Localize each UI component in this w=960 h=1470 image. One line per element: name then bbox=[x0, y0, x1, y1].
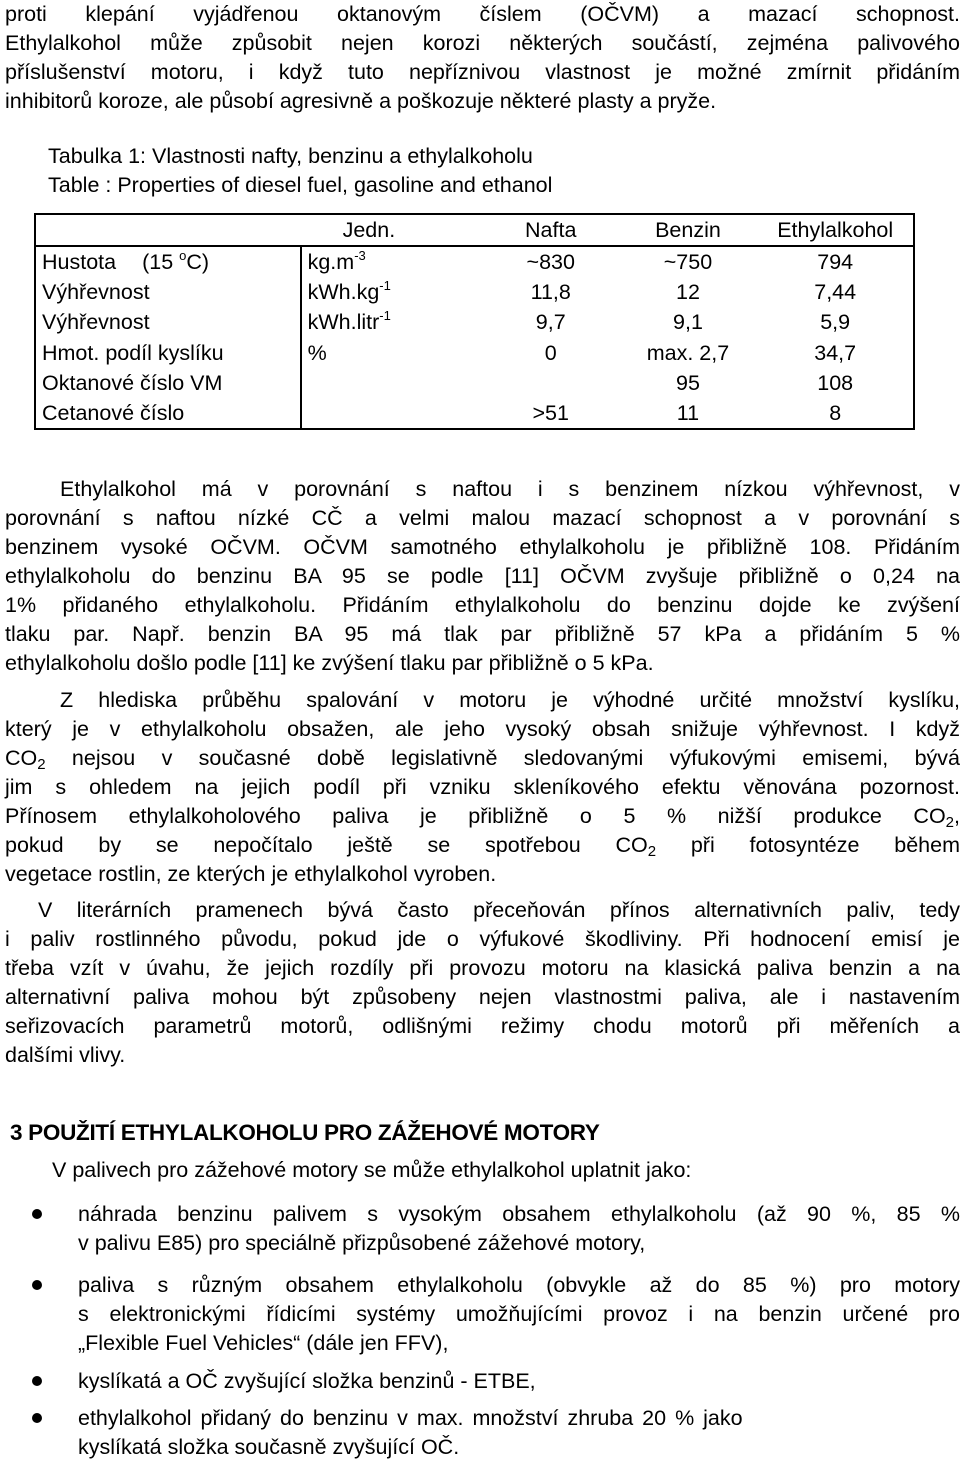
table-cell-value: 9,1 bbox=[673, 310, 703, 335]
paragraph-line: Přínosem ethylalkoholového paliva je přibližně o 5 % nižší produkce $CO_2$, bbox=[5, 804, 960, 831]
paragraph-line: Ethylalkohol má v porovnání s naftou i s benzinem nízkou výhřevnost, v bbox=[60, 477, 960, 501]
table-cell-unit: $kg.m^{-3}$ bbox=[301, 246, 483, 277]
list-item-line: s elektronickými řídicími systémy umožňujícími provoz i na benzin určené pro bbox=[78, 1302, 960, 1326]
paragraph-line: seřizovacích parametrů motorů, odlišnými režimy chodu motorů při měřeních a bbox=[5, 1014, 960, 1038]
table-cell-value: 11 bbox=[676, 400, 700, 425]
paragraph-line: V literárních pramenech bývá často přeceňován přínos alternativních paliv, tedy bbox=[38, 898, 960, 922]
table-header-row bbox=[35, 214, 914, 246]
intro-line: inhibitorů koroze, ale působí agresivně a poškozuje některé plasty a pryže. bbox=[5, 89, 717, 113]
table-row bbox=[35, 307, 914, 337]
table-cell-unit: $kWh.kg^{-1}$ bbox=[301, 277, 483, 307]
paragraph-line: ethylalkoholu došlo podle [11] ke zvýšení tlaku par přibližně o 5 kPa. bbox=[5, 651, 654, 675]
section-heading: 3 POUŽITÍ ETHYLALKOHOLU PRO ZÁŽEHOVÉ MOTORY bbox=[10, 1120, 600, 1145]
paragraph-line: alternativní paliva mohou být způsobeny nejen vlastnostmi paliva, ale i nastavením bbox=[5, 985, 960, 1009]
table-cell-value: 8 bbox=[829, 400, 842, 425]
paragraph-line: dalšími vlivy. bbox=[5, 1043, 126, 1067]
paragraph-line: benzinem vysoké OČVM. OČVM samotného ethylalkoholu je přibližně 108. Přidáním bbox=[5, 535, 960, 559]
fuel-properties-table bbox=[34, 213, 915, 430]
paragraph-line: $CO_2$ nejsou v současné době legislativně sledovanými výfukovými emisemi, bývá bbox=[5, 746, 960, 773]
table-cell-unit bbox=[301, 398, 483, 429]
table-cell-value: 12 bbox=[676, 280, 700, 305]
table-header-cell bbox=[35, 214, 301, 246]
table-caption-czech: Tabulka 1: Vlastnosti nafty, benzinu a ethylalkoholu bbox=[48, 144, 533, 168]
table-header-cell: Nafta bbox=[483, 214, 619, 246]
list-item-line: paliva s různým obsahem ethylalkoholu (obvykle až do 85 %) pro motory bbox=[78, 1273, 960, 1297]
table-cell-property: Cetanové číslo bbox=[42, 400, 185, 425]
table-row bbox=[35, 246, 914, 277]
intro-line: příslušenství motoru, i když tuto nepříznivou vlastnost je možné zmírnit přidáním bbox=[5, 60, 960, 84]
table-cell-value: max. 2,7 bbox=[646, 340, 730, 365]
list-item-line: kyslíkatá a OČ zvyšující složka benzinů - ETBE, bbox=[78, 1369, 536, 1393]
table-cell-value: 9,7 bbox=[535, 310, 566, 335]
paragraph-line: jim s ohledem na jejich podíl při vzniku skleníkového efektu věnována pozornost. bbox=[5, 775, 960, 799]
table-header-cell: Ethylalkohol bbox=[757, 214, 914, 246]
table-cell-unit: % bbox=[301, 338, 483, 368]
table-cell-value: 0 bbox=[544, 340, 557, 365]
list-item-line: „Flexible Fuel Vehicles“ (dále jen FFV), bbox=[78, 1331, 449, 1355]
list-item-line: náhrada benzinu palivem s vysokým obsahem ethylalkoholu (až 90 %, 85 % bbox=[78, 1202, 960, 1226]
table-cell-value: ~750 bbox=[663, 250, 713, 275]
table-row bbox=[35, 368, 914, 398]
table-cell-value bbox=[483, 368, 619, 398]
bullet-icon bbox=[32, 1376, 42, 1386]
table-cell-unit: kWh.litr$^{-1}$ bbox=[301, 307, 483, 337]
table-cell-property: Hustota (15 $^o$C) bbox=[42, 248, 210, 275]
intro-line: Ethylalkohol může způsobit nejen korozi některých součástí, zejména palivového bbox=[5, 31, 960, 55]
intro-line: proti klepání vyjádřenou oktanovým číslem (OČVM) a mazací schopnost. bbox=[5, 2, 960, 26]
table-cell-value: ~830 bbox=[526, 250, 575, 275]
bullet-icon bbox=[32, 1413, 42, 1423]
list-item-line: ethylalkohol přidaný do benzinu v max. množství zhruba 20 % jako bbox=[78, 1406, 743, 1430]
table-row bbox=[35, 338, 914, 368]
table-cell-value: 95 bbox=[676, 370, 700, 395]
table-cell-value: 11,8 bbox=[530, 280, 571, 305]
table-cell-value: 108 bbox=[817, 370, 854, 395]
list-item-line: kyslíkatá složka současně zvyšující OČ. bbox=[78, 1435, 460, 1459]
list-item-line: v palivu E85) pro speciálně přizpůsobené zážehové motory, bbox=[78, 1231, 646, 1255]
section-intro: V palivech pro zážehové motory se může ethylalkohol uplatnit jako: bbox=[52, 1158, 692, 1182]
paragraph-line: i paliv rostlinného původu, pokud jde o výfukové škodliviny. Při hodnocení emisí je bbox=[5, 927, 960, 951]
table-row bbox=[35, 277, 914, 307]
paragraph-line: Z hlediska průběhu spalování v motoru je výhodné určité množství kyslíku, bbox=[60, 688, 960, 712]
table-header-cell: Benzin bbox=[619, 214, 758, 246]
paragraph-line: tlaku par. Např. benzin BA 95 má tlak par přibližně 57 kPa a přidáním 5 % bbox=[5, 622, 960, 646]
paragraph-line: který je v ethylalkoholu obsažen, ale jeho vysoký obsah snižuje výhřevnost. I když bbox=[5, 717, 960, 741]
table-cell-value: 7,44 bbox=[814, 280, 857, 305]
bullet-icon bbox=[32, 1280, 42, 1290]
bullet-icon bbox=[32, 1209, 42, 1219]
table-header-cell: Jedn. bbox=[301, 214, 483, 246]
table-cell-unit bbox=[301, 368, 483, 398]
paragraph-line: pokud by se nepočítalo ještě se spotřebou $CO_2$ při fotosyntéze během bbox=[5, 833, 960, 860]
paragraph-line: porovnání s naftou nízké CČ a velmi malou mazací schopnost a v porovnání s bbox=[5, 506, 960, 530]
table-row bbox=[35, 398, 914, 429]
table-cell-property: Výhřevnost bbox=[42, 280, 150, 305]
table-cell-value: >51 bbox=[532, 400, 569, 425]
table-caption-english: Table : Properties of diesel fuel, gasoline and ethanol bbox=[48, 173, 553, 197]
paragraph-line: 1% přidaného ethylalkoholu. Přidáním ethylalkoholu do benzinu dojde ke zvýšení bbox=[5, 593, 960, 617]
paragraph-line: ethylalkoholu do benzinu BA 95 se podle [11] OČVM zvyšuje přibližně o 0,24 na bbox=[5, 564, 960, 588]
paragraph-line: třeba vzít v úvahu, že jejich rozdíly při provozu motoru na klasická paliva benzin a na bbox=[5, 956, 960, 980]
table-cell-value: 794 bbox=[817, 250, 854, 275]
paragraph-line: vegetace rostlin, ze kterých je ethylalkohol vyroben. bbox=[5, 862, 497, 886]
table-cell-value: 5,9 bbox=[820, 310, 851, 335]
table-cell-property: Výhřevnost bbox=[42, 310, 150, 335]
table-cell-property: Oktanové číslo VM bbox=[42, 370, 223, 395]
table-cell-property: Hmot. podíl kyslíku bbox=[42, 340, 224, 365]
table-cell-value: 34,7 bbox=[814, 340, 857, 365]
